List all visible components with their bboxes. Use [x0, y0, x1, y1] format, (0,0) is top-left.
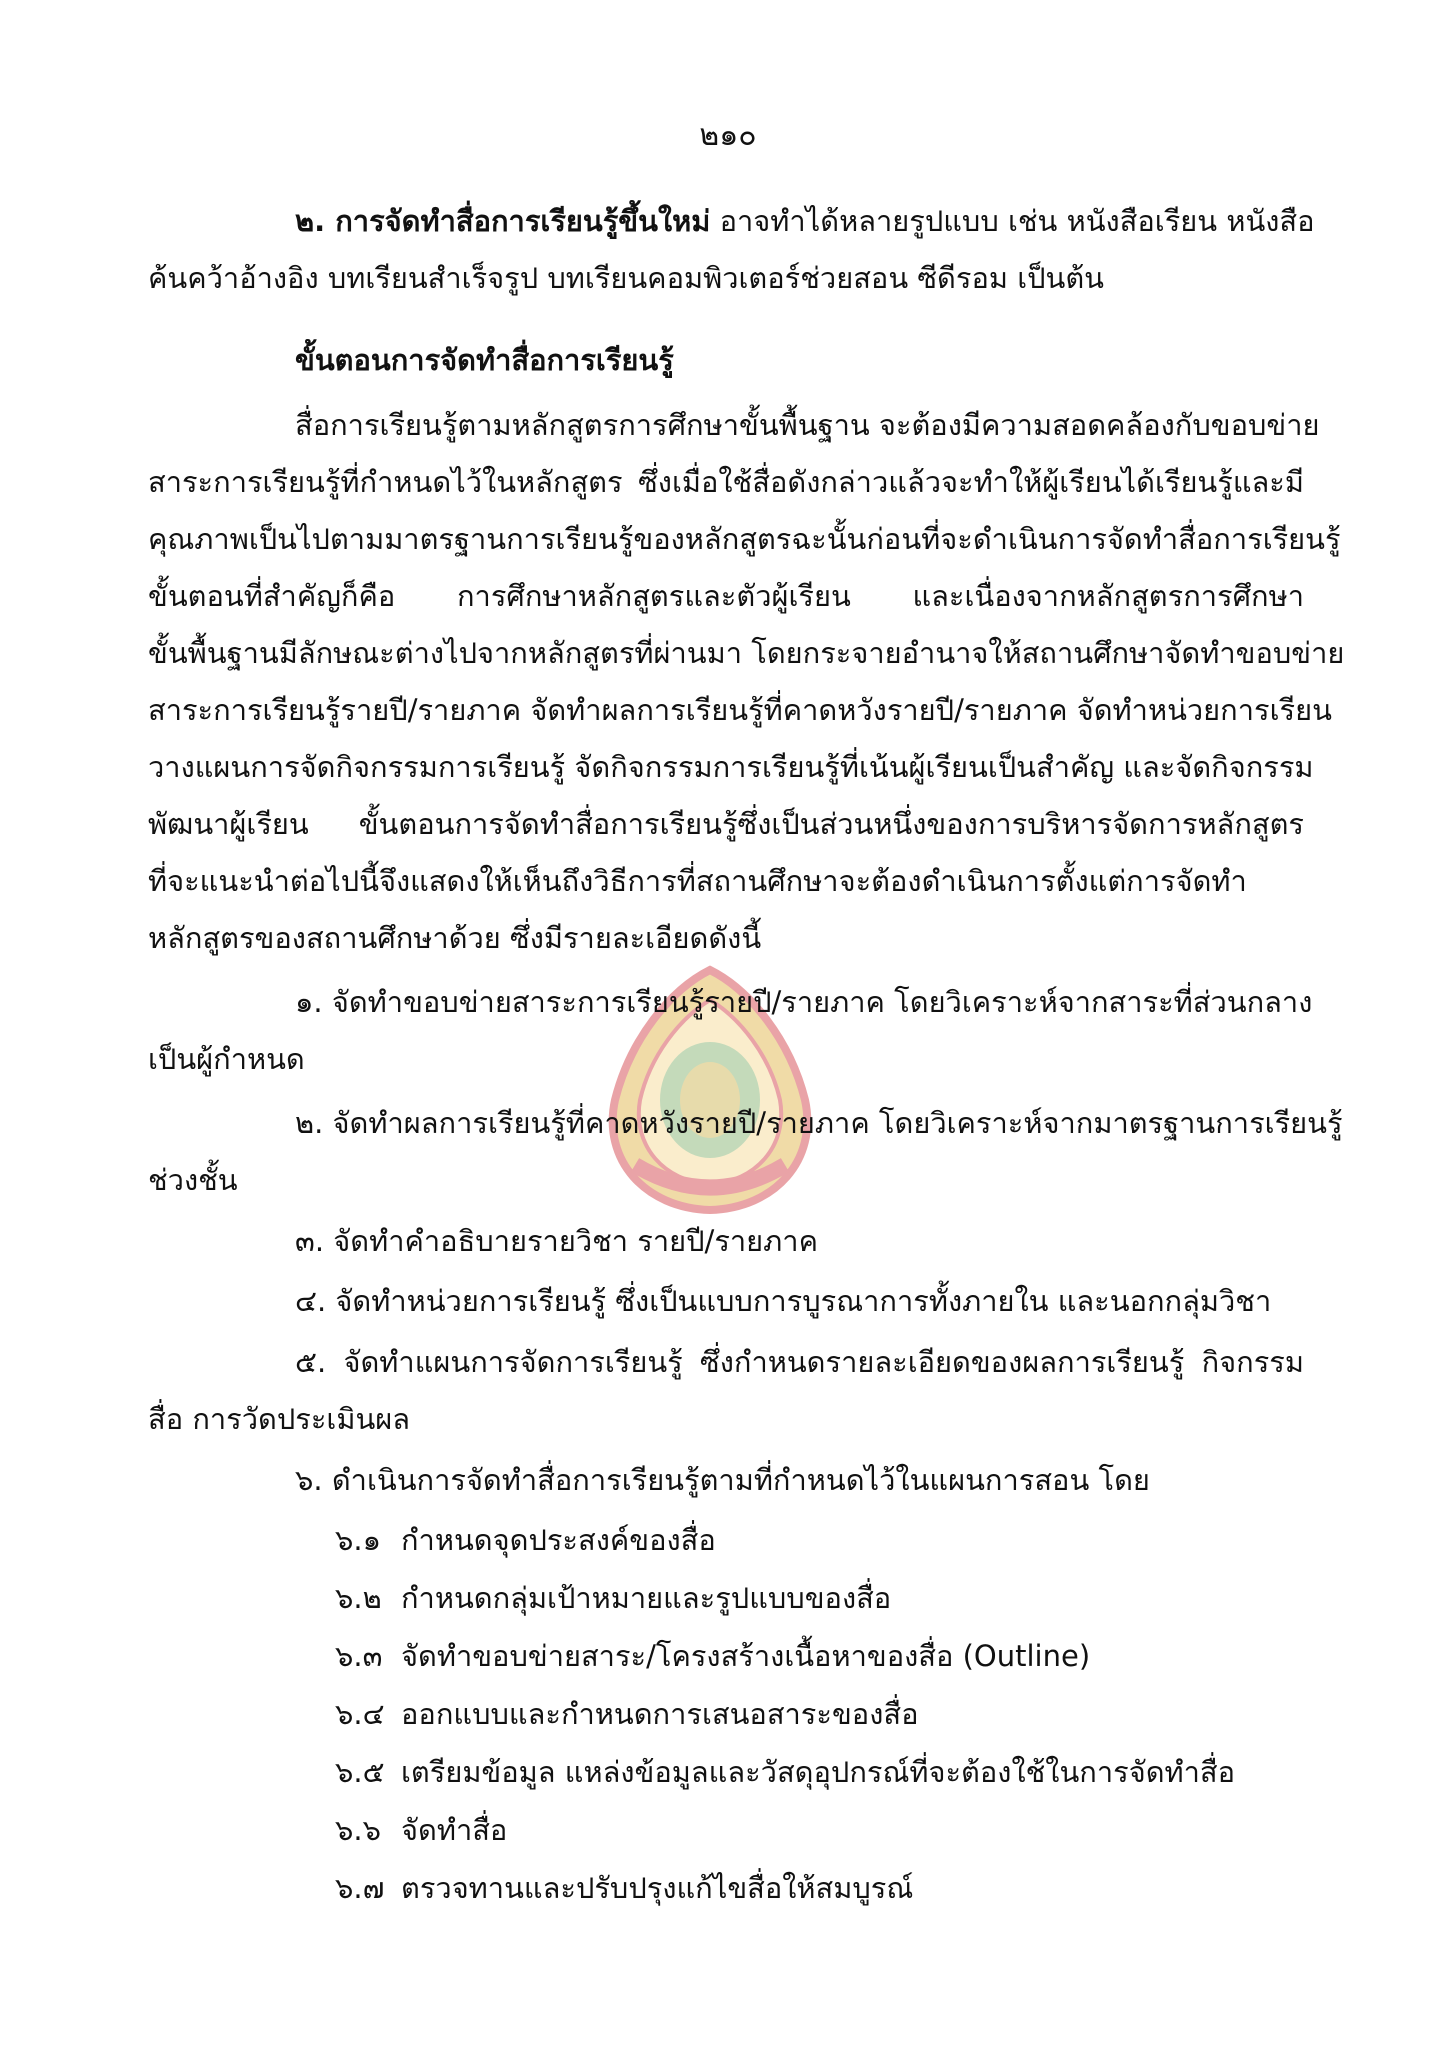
substep-text: กำหนดกลุ่มเป้าหมายและรูปแบบของสื่อ	[401, 1581, 892, 1615]
substep-text: จัดทำสื่อ	[401, 1813, 508, 1847]
substep-6-6	[335, 1810, 507, 1850]
substep-text: จัดทำขอบข่ายสาระ/โครงสร้างเนื้อหาของสื่อ (Outline)	[401, 1639, 1091, 1673]
section-heading: ๒. การจัดทำสื่อการเรียนรู้ขึ้นใหม่	[295, 204, 711, 238]
step-2: ๒. จัดทำผลการเรียนรู้ที่คาดหวังรายปี/รายภาค โดยวิเคราะห์จากมาตรฐานการเรียนรู้	[295, 1106, 1343, 1140]
substep-number: ๖.๑	[335, 1523, 382, 1557]
substep-number: ๖.๓	[335, 1639, 383, 1673]
section-intro-line-1	[295, 201, 1315, 241]
substep-number: ๖.๔	[335, 1697, 385, 1731]
paragraph-line: วางแผนการจัดกิจกรรมการเรียนรู้ จัดกิจกรรมการเรียนรู้ที่เน้นผู้เรียนเป็นสำคัญ และจัดกิจกรรม	[148, 750, 1314, 784]
step-2-continuation: ช่วงชั้น	[148, 1163, 238, 1197]
substep-number: ๖.๕	[335, 1755, 385, 1789]
paragraph-line: หลักสูตรของสถานศึกษาด้วย ซึ่งมีรายละเอียดดังนี้	[148, 921, 762, 955]
substep-text: ออกแบบและกำหนดการเสนอสาระของสื่อ	[401, 1697, 919, 1731]
substep-6-4	[335, 1694, 918, 1734]
step-4: ๔. จัดทำหน่วยการเรียนรู้ ซึ่งเป็นแบบการบูรณาการทั้งภายใน และนอกกลุ่มวิชา	[295, 1284, 1272, 1318]
substep-number: ๖.๒	[335, 1581, 382, 1615]
paragraph-line: ขั้นตอนที่สำคัญก็คือ การศึกษาหลักสูตรและตัวผู้เรียน และเนื่องจากหลักสูตรการศึกษา	[148, 579, 1304, 613]
step-5-continuation: สื่อ การวัดประเมินผล	[148, 1402, 411, 1436]
substep-6-5	[335, 1752, 1235, 1792]
paragraph-line: ขั้นพื้นฐานมีลักษณะต่างไปจากหลักสูตรที่ผ่านมา โดยกระจายอำนาจให้สถานศึกษาจัดทำขอบข่าย	[148, 636, 1345, 670]
substep-text: ตรวจทานและปรับปรุงแก้ไขสื่อให้สมบูรณ์	[401, 1871, 914, 1905]
substep-text: กำหนดจุดประสงค์ของสื่อ	[401, 1523, 716, 1557]
substep-6-7	[335, 1868, 913, 1908]
step-5: ๕. จัดทำแผนการจัดการเรียนรู้ ซึ่งกำหนดรายละเอียดของผลการเรียนรู้ กิจกรรม	[295, 1345, 1304, 1379]
substep-number: ๖.๖	[335, 1813, 382, 1847]
substep-text: เตรียมข้อมูล แหล่งข้อมูลและวัสดุอุปกรณ์ที่จะต้องใช้ในการจัดทำสื่อ	[401, 1755, 1236, 1789]
paragraph-line: คุณภาพเป็นไปตามมาตรฐานการเรียนรู้ของหลักสูตรฉะนั้นก่อนที่จะดำเนินการจัดทำสื่อการเรียนรู้	[148, 522, 1341, 556]
step-3: ๓. จัดทำคำอธิบายรายวิชา รายปี/รายภาค	[295, 1224, 818, 1258]
section-intro-text: อาจทำได้หลายรูปแบบ เช่น หนังสือเรียน หนังสือ	[719, 204, 1315, 238]
paragraph-line: สาระการเรียนรู้ที่กำหนดไว้ในหลักสูตร ซึ่งเมื่อใช้สื่อดังกล่าวแล้วจะทำให้ผู้เรียนได้เรียนรู้และมี	[148, 465, 1304, 499]
section-intro-line-2: ค้นคว้าอ้างอิง บทเรียนสำเร็จรูป บทเรียนคอมพิวเตอร์ช่วยสอน ซีดีรอม เป็นต้น	[148, 261, 1105, 295]
substep-6-1	[335, 1520, 716, 1560]
step-1: ๑. จัดทำขอบข่ายสาระการเรียนรู้รายปี/รายภาค โดยวิเคราะห์จากสาระที่ส่วนกลาง	[295, 985, 1313, 1019]
subheading: ขั้นตอนการจัดทำสื่อการเรียนรู้	[295, 343, 674, 377]
paragraph-line: ที่จะแนะนำต่อไปนี้จึงแสดงให้เห็นถึงวิธีการที่สถานศึกษาจะต้องดำเนินการตั้งแต่การจัดทำ	[148, 864, 1247, 898]
substep-number: ๖.๗	[335, 1871, 385, 1905]
step-1-continuation: เป็นผู้กำหนด	[148, 1042, 305, 1076]
paragraph-line: พัฒนาผู้เรียน ขั้นตอนการจัดทำสื่อการเรียนรู้ซึ่งเป็นส่วนหนึ่งของการบริหารจัดการหลักสูตร	[148, 807, 1304, 841]
substep-6-3	[335, 1636, 1090, 1676]
page-number: ๒๑๐	[699, 118, 757, 153]
paragraph-line: สื่อการเรียนรู้ตามหลักสูตรการศึกษาขั้นพื้นฐาน จะต้องมีความสอดคล้องกับขอบข่าย	[295, 408, 1320, 442]
substep-6-2	[335, 1578, 891, 1618]
paragraph-line: สาระการเรียนรู้รายปี/รายภาค จัดทำผลการเรียนรู้ที่คาดหวังรายปี/รายภาค จัดทำหน่วยการเรียน	[148, 693, 1332, 727]
step-6: ๖. ดำเนินการจัดทำสื่อการเรียนรู้ตามที่กำหนดไว้ในแผนการสอน โดย	[295, 1463, 1150, 1497]
